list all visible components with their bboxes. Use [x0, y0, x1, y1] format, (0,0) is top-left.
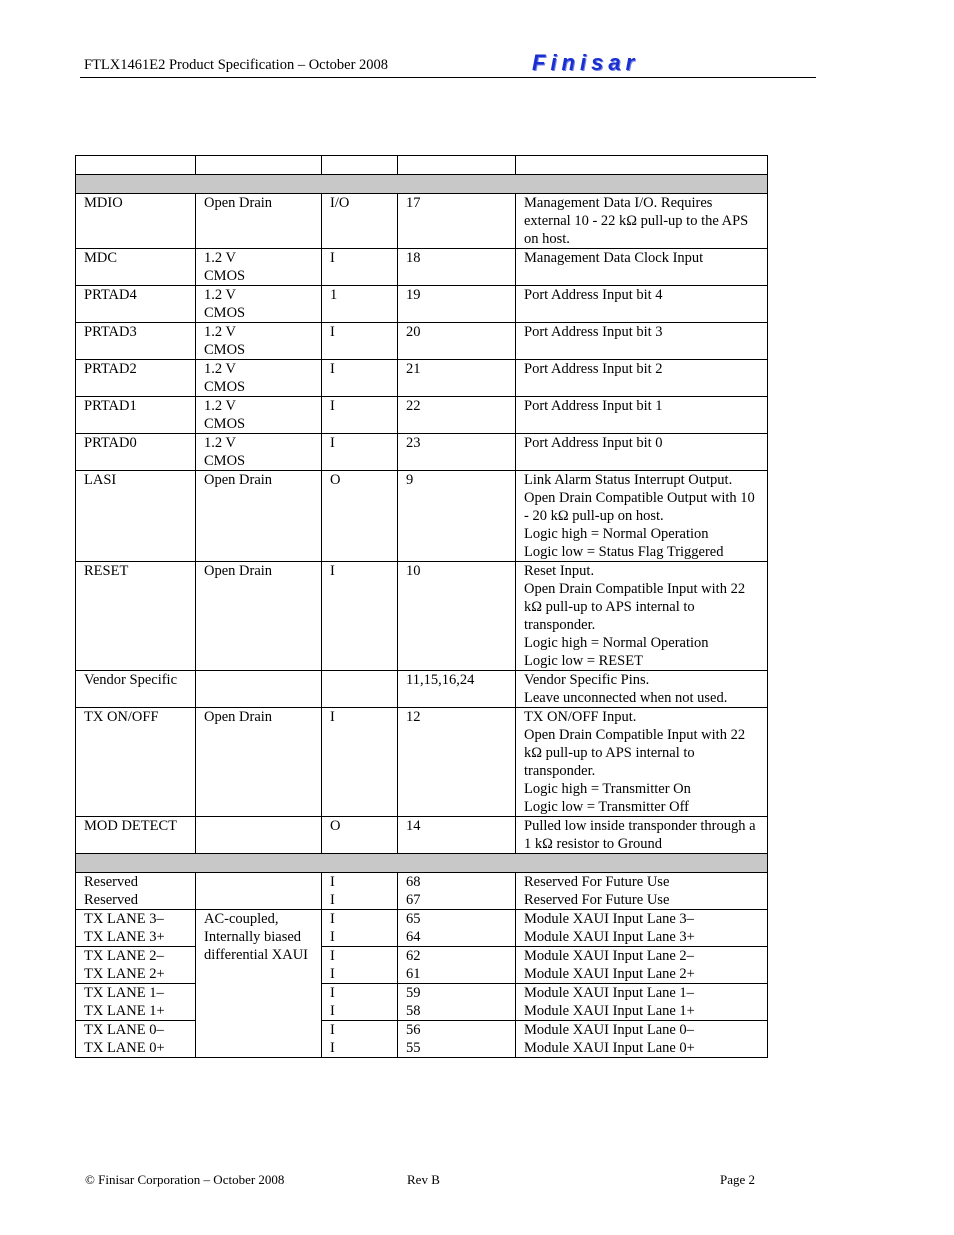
table-row	[76, 817, 768, 854]
footer-revision: Rev B	[407, 1172, 440, 1187]
pin-number-cell: 21	[398, 360, 516, 397]
io-cell: I	[322, 360, 398, 397]
pin-number-cell: 17	[398, 194, 516, 249]
table-row	[76, 910, 768, 947]
description-cell: Reset Input. Open Drain Compatible Input with 22 kΩ pull-up to APS internal to transponder. Logic high = Normal Operation Logic low = RESET	[516, 562, 768, 671]
pin-number-cell: 59 58	[398, 984, 516, 1021]
description-cell: Management Data I/O. Requires external 10 - 22 kΩ pull-up to the APS on host.	[516, 194, 768, 249]
table-row	[76, 471, 768, 562]
signal-name-cell: MOD DETECT	[76, 817, 196, 854]
io-cell: I I	[322, 910, 398, 947]
signal-name-cell: TX LANE 0– TX LANE 0+	[76, 1021, 196, 1058]
signal-type-cell: Open Drain	[196, 471, 322, 562]
signal-name-cell: TX ON/OFF	[76, 708, 196, 817]
signal-type-cell	[196, 671, 322, 708]
table-row	[76, 286, 768, 323]
table-row	[76, 360, 768, 397]
description-cell: Module XAUI Input Lane 3– Module XAUI Input Lane 3+	[516, 910, 768, 947]
io-cell: I	[322, 249, 398, 286]
pin-number-cell: 22	[398, 397, 516, 434]
pin-number-cell: 18	[398, 249, 516, 286]
io-cell: I	[322, 434, 398, 471]
pin-number-cell: 11,15,16,24	[398, 671, 516, 708]
signal-type-cell: AC-coupled, Internally biased differential XAUI	[196, 910, 322, 1058]
footer-copyright: © Finisar Corporation – October 2008	[85, 1172, 285, 1187]
signal-name-cell: LASI	[76, 471, 196, 562]
signal-type-cell: 1.2 V CMOS	[196, 397, 322, 434]
table-row	[76, 249, 768, 286]
pin-number-cell: 23	[398, 434, 516, 471]
pin-number-cell: 68 67	[398, 873, 516, 910]
header-divider	[80, 77, 816, 78]
table-row	[76, 671, 768, 708]
table-row	[76, 984, 768, 1021]
description-cell: Pulled low inside transponder through a 1 kΩ resistor to Ground	[516, 817, 768, 854]
description-cell: Vendor Specific Pins. Leave unconnected when not used.	[516, 671, 768, 708]
table-row	[76, 1021, 768, 1058]
pin-number-cell: 12	[398, 708, 516, 817]
table-header-row	[76, 156, 768, 175]
io-cell: O	[322, 471, 398, 562]
signal-type-cell: Open Drain	[196, 562, 322, 671]
signal-name-cell: Vendor Specific	[76, 671, 196, 708]
description-cell: Port Address Input bit 1	[516, 397, 768, 434]
header-cell	[196, 156, 322, 175]
signal-type-cell	[196, 817, 322, 854]
pin-number-cell: 14	[398, 817, 516, 854]
table-row	[76, 397, 768, 434]
io-cell: I	[322, 397, 398, 434]
signal-type-cell: 1.2 V CMOS	[196, 286, 322, 323]
description-cell: Port Address Input bit 4	[516, 286, 768, 323]
table-row	[76, 947, 768, 984]
finisar-logo: Finisar	[532, 50, 640, 75]
io-cell: I	[322, 323, 398, 360]
signal-name-cell: RESET	[76, 562, 196, 671]
signal-type-cell: 1.2 V CMOS	[196, 249, 322, 286]
signal-type-cell: Open Drain	[196, 708, 322, 817]
description-cell: Port Address Input bit 3	[516, 323, 768, 360]
signal-name-cell: PRTAD1	[76, 397, 196, 434]
signal-type-cell	[196, 873, 322, 910]
pin-number-cell: 10	[398, 562, 516, 671]
signal-name-cell: PRTAD4	[76, 286, 196, 323]
description-cell: Module XAUI Input Lane 2– Module XAUI Input Lane 2+	[516, 947, 768, 984]
signal-name-cell: MDIO	[76, 194, 196, 249]
table-row	[76, 708, 768, 817]
pin-number-cell: 56 55	[398, 1021, 516, 1058]
signal-name-cell: MDC	[76, 249, 196, 286]
pin-number-cell: 9	[398, 471, 516, 562]
header-cell	[322, 156, 398, 175]
io-cell: I I	[322, 984, 398, 1021]
signal-name-cell: PRTAD2	[76, 360, 196, 397]
io-cell: I I	[322, 1021, 398, 1058]
description-cell: TX ON/OFF Input. Open Drain Compatible Input with 22 kΩ pull-up to APS internal to transponder. Logic high = Transmitter On Logic low = Transmitter Off	[516, 708, 768, 817]
signal-name-cell: PRTAD3	[76, 323, 196, 360]
pin-number-cell: 62 61	[398, 947, 516, 984]
io-cell: 1	[322, 286, 398, 323]
pin-definition-table	[75, 155, 768, 1058]
signal-name-cell: TX LANE 1– TX LANE 1+	[76, 984, 196, 1021]
document-header-title: FTLX1461E2 Product Specification – October 2008	[84, 57, 389, 73]
signal-name-cell: TX LANE 2– TX LANE 2+	[76, 947, 196, 984]
table-row	[76, 562, 768, 671]
table-row	[76, 194, 768, 249]
signal-name-cell: PRTAD0	[76, 434, 196, 471]
section-divider-management	[76, 175, 768, 194]
signal-type-cell: 1.2 V CMOS	[196, 360, 322, 397]
description-cell: Module XAUI Input Lane 0– Module XAUI Input Lane 0+	[516, 1021, 768, 1058]
signal-name-cell: Reserved Reserved	[76, 873, 196, 910]
io-cell: I	[322, 562, 398, 671]
table-row	[76, 323, 768, 360]
header-cell	[76, 156, 196, 175]
header-cell	[398, 156, 516, 175]
pin-number-cell: 19	[398, 286, 516, 323]
pin-number-cell: 20	[398, 323, 516, 360]
io-cell: I/O	[322, 194, 398, 249]
description-cell: Link Alarm Status Interrupt Output. Open Drain Compatible Output with 10 - 20 kΩ pull-up on host. Logic high = Normal Operation Logic low = Status Flag Triggered	[516, 471, 768, 562]
signal-type-cell: 1.2 V CMOS	[196, 323, 322, 360]
io-cell	[322, 671, 398, 708]
signal-type-cell: 1.2 V CMOS	[196, 434, 322, 471]
signal-name-cell: TX LANE 3– TX LANE 3+	[76, 910, 196, 947]
table-row	[76, 434, 768, 471]
io-cell: I I	[322, 873, 398, 910]
signal-type-cell: Open Drain	[196, 194, 322, 249]
description-cell: Management Data Clock Input	[516, 249, 768, 286]
description-cell: Port Address Input bit 2	[516, 360, 768, 397]
io-cell: O	[322, 817, 398, 854]
description-cell: Reserved For Future Use Reserved For Future Use	[516, 873, 768, 910]
section-divider-xaui	[76, 854, 768, 873]
description-cell: Port Address Input bit 0	[516, 434, 768, 471]
io-cell: I	[322, 708, 398, 817]
footer-page-number: Page 2	[720, 1172, 756, 1187]
io-cell: I I	[322, 947, 398, 984]
table-row	[76, 873, 768, 910]
pin-number-cell: 65 64	[398, 910, 516, 947]
header-cell	[516, 156, 768, 175]
description-cell: Module XAUI Input Lane 1– Module XAUI Input Lane 1+	[516, 984, 768, 1021]
